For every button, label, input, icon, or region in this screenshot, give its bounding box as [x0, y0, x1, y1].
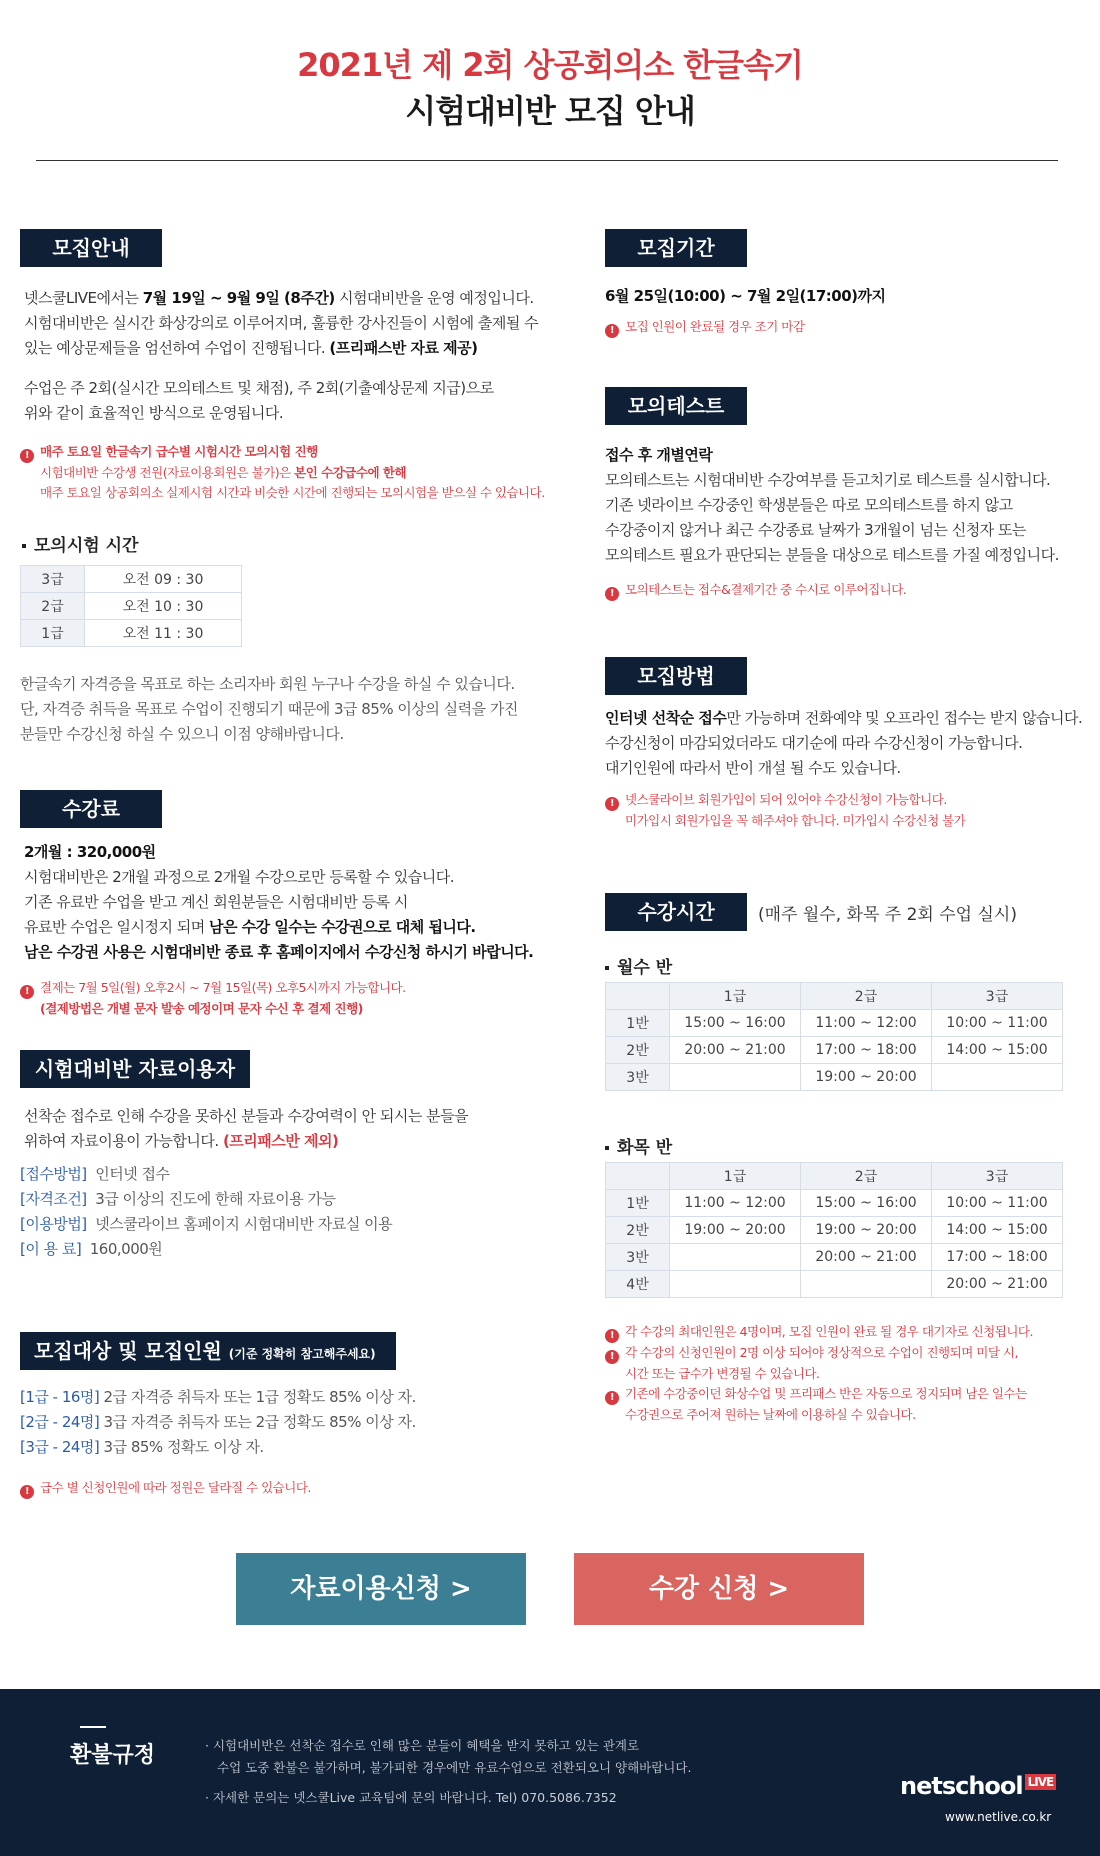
tt-class-title: 화목 반: [605, 1133, 672, 1158]
section-heading-recruit-info: 모집안내: [20, 229, 162, 267]
method-note: ! 넷스쿨라이브 회원가입이 되어 있어야 수강신청이 가능합니다. 미가입시 회원가입을 꼭 해주셔야 합니다. 미가입시 수강신청 불가: [605, 790, 965, 831]
table-row: 3급 오전 09 : 30: [21, 566, 242, 593]
section-heading-fee: 수강료: [20, 790, 162, 828]
exclamation-icon: !: [605, 1391, 619, 1405]
section-heading-mock-test: 모의테스트: [605, 387, 747, 425]
mw-class-title: 월수 반: [605, 953, 672, 978]
recruit-info-line1: 넷스쿨LIVE에서는 7월 19일 ~ 9월 9일 (8주간) 시험대비반을 운영 예정입니다.: [24, 289, 534, 307]
footer-url: www.netlive.co.kr: [945, 1810, 1052, 1824]
table-row: 1급 오전 11 : 30: [21, 620, 242, 647]
material-apply-button[interactable]: 자료이용신청 >: [236, 1553, 526, 1625]
recruit-info-line3: 있는 예상문제들을 엄선하여 수업이 진행됩니다. (프리패스반 자료 제공): [24, 339, 478, 357]
recruit-info-note: ! 매주 토요일 한글속기 급수별 시험시간 모의시험 진행 시험대비반 수강생 전원(자료이용회원은 불가)은 본인 수강급수에 한해 매주 토요일 상공회의소 실제시험 시간과 비슷한 시간에 진행되는 모의시험을 받으실 수 있습니다.: [20, 442, 545, 503]
list-item: [2급 - 24명] 3급 자격증 취득자 또는 2급 정확도 85% 이상 자.: [20, 1413, 416, 1431]
period-text: 6월 25일(10:00) ~ 7월 2일(17:00)까지: [605, 287, 886, 305]
class-time-notes: ! 각 수강의 최대인원은 4명이며, 모집 인원이 완료 될 경우 대기자로 신청됩니다. ! 각 수강의 신청인원이 2명 이상 되어야 정상적으로 수업이 진행되며 미달 시, 시간 또는 급수가 변경될 수 있습니다. ! 기존에 수강중이던 화상수업 및 프리패스 반은 자동으로 정지되며 남은 일수는 수강권으로 주어져 원하는 날짜에 이용하실 수 있습니다.: [605, 1322, 1033, 1425]
table-row: 1반 11:00 ~ 12:00 15:00 ~ 16:00 10:00 ~ 11:00: [606, 1190, 1063, 1217]
recruit-info-line2: 시험대비반은 실시간 화상강의로 이루어지며, 훌륭한 강사진들이 시험에 출제될 수: [24, 314, 539, 332]
table-row: 4반 20:00 ~ 21:00: [606, 1271, 1063, 1298]
exclamation-icon: !: [605, 1350, 619, 1364]
method-body: 인터넷 선착순 접수만 가능하며 전화예약 및 오프라인 접수는 받지 않습니다. 수강신청이 마감되었더라도 대기순에 따라 수강신청이 가능합니다. 대기인원에 따라서 반이 개설 될 수도 있습니다.: [605, 709, 1083, 777]
footer-title-line: [80, 1726, 106, 1728]
table-header-row: 1급 2급 3급: [606, 1163, 1063, 1190]
table-row: 1반 15:00 ~ 16:00 11:00 ~ 12:00 10:00 ~ 11:00: [606, 1010, 1063, 1037]
exclamation-icon: !: [20, 1485, 34, 1499]
class-time-note: (매주 월수, 화목 주 2회 수업 실시): [758, 905, 1017, 925]
table-row: 2급 오전 10 : 30: [21, 593, 242, 620]
tt-class-table: [605, 1162, 1063, 1298]
table-row: 3반 20:00 ~ 21:00 17:00 ~ 18:00: [606, 1244, 1063, 1271]
list-item: [자격조건] 3급 이상의 진도에 한해 자료이용 가능: [20, 1190, 336, 1208]
mock-time-desc: 한글속기 자격증을 목표로 하는 소리자바 회원 누구나 수강을 하실 수 있습니다. 단, 자격증 취득을 목표로 수업이 진행되기 때문에 3급 85% 이상의 실력을 가진 분들만 수강신청 하실 수 있으니 이점 양해바랍니다.: [20, 675, 518, 743]
section-heading-material-user: 시험대비반 자료이용자: [20, 1050, 250, 1088]
material-user-body: 선착순 접수로 인해 수강을 못하신 분들과 수강여력이 안 되시는 분들을 위하여 자료이용이 가능합니다. (프리패스반 제외): [24, 1107, 469, 1150]
table-row: 2반 19:00 ~ 20:00 19:00 ~ 20:00 14:00 ~ 15:00: [606, 1217, 1063, 1244]
mock-test-note: ! 모의테스트는 접수&결제기간 중 수시로 이루어집니다.: [605, 580, 906, 601]
mock-time-table: [20, 565, 242, 647]
exclamation-icon: !: [20, 449, 34, 463]
list-item: [이용방법] 넷스쿨라이브 홈페이지 시험대비반 자료실 이용: [20, 1215, 393, 1233]
list-item: [3급 - 24명] 3급 85% 정확도 이상 자.: [20, 1438, 264, 1456]
table-header-row: 1급 2급 3급: [606, 983, 1063, 1010]
material-user-list: [20, 1162, 392, 1262]
section-heading-target: 모집대상 및 모집인원 (기준 정확히 참고해주세요): [20, 1332, 396, 1370]
target-note: ! 급수 별 신청인원에 따라 정원은 달라질 수 있습니다.: [20, 1478, 311, 1499]
section-heading-method: 모집방법: [605, 657, 747, 695]
mw-class-table: [605, 982, 1063, 1091]
recruit-info-body: [24, 286, 538, 426]
netschool-logo: netschool LIVE: [900, 1772, 1056, 1800]
title-divider: [36, 160, 1058, 161]
list-item: [접수방법] 인터넷 접수: [20, 1165, 170, 1183]
exclamation-icon: !: [20, 985, 34, 999]
list-item: [이 용 료] 160,000원: [20, 1240, 163, 1258]
section-heading-period: 모집기간: [605, 229, 747, 267]
exclamation-icon: !: [605, 587, 619, 601]
page-title-line1: 2021년 제 2회 상공회의소 한글속기: [297, 46, 803, 84]
fee-note: ! 결제는 7월 5일(월) 오후2시 ~ 7월 15일(목) 오후5시까지 가능합니다. (결제방법은 개별 문자 발송 예정이며 문자 수신 후 결제 진행): [20, 978, 406, 1019]
period-note: ! 모집 인원이 완료될 경우 조기 마감: [605, 317, 804, 338]
page-title-line2: 시험대비반 모집 안내: [405, 92, 695, 130]
list-item: [1급 - 16명] 2급 자격증 취득자 또는 1급 정확도 85% 이상 자.: [20, 1388, 416, 1406]
target-list: [20, 1385, 416, 1460]
section-heading-class-time: 수강시간: [605, 893, 747, 931]
table-row: 2반 20:00 ~ 21:00 17:00 ~ 18:00 14:00 ~ 15:00: [606, 1037, 1063, 1064]
exclamation-icon: !: [605, 1329, 619, 1343]
recruit-info-line5: 위와 같이 효율적인 방식으로 운영됩니다.: [24, 404, 284, 422]
exclamation-icon: !: [605, 324, 619, 338]
table-row: 3반 19:00 ~ 20:00: [606, 1064, 1063, 1091]
footer-text: · 시험대비반은 선착순 접수로 인해 많은 분들이 혜택을 받지 못하고 있는 관계로 수업 도중 환불은 불가하며, 불가피한 경우에만 유료수업으로 전환되오니 양해바랍니다. · 자세한 문의는 넷스쿨Live 교육팀에 문의 바랍니다. Tel) 070.5086.7352: [205, 1738, 692, 1805]
recruit-info-line4: 수업은 주 2회(실시간 모의테스트 및 채점), 주 2회(기출예상문제 지급)으로: [24, 379, 494, 397]
mock-test-body: 접수 후 개별연락 모의테스트는 시험대비반 수강여부를 듣고치기로 테스트를 실시합니다. 기존 넷라이브 수강중인 학생분들은 따로 모의테스트를 하지 않고 수강중이지 않거나 최근 수강종료 날짜가 3개월이 넘는 신청자 또는 모의테스트 필요가 판단되는 분들을 대상으로 테스트를 가질 예정입니다.: [605, 446, 1059, 564]
enroll-button[interactable]: 수강 신청 >: [574, 1553, 864, 1625]
exclamation-icon: !: [605, 797, 619, 811]
footer-title: 환불규정: [70, 1743, 156, 1768]
fee-body: 2개월 : 320,000원 시험대비반은 2개월 과정으로 2개월 수강으로만 등록할 수 있습니다. 기존 유료반 수업을 받고 계신 회원분들은 시험대비반 등록 시 유료반 수업은 일시정지 되며 남은 수강 일수는 수강권으로 대체 됩니다. 남은 수강권 사용은 시험대비반 종료 후 홈페이지에서 수강신청 하시기 바랍니다.: [24, 843, 534, 961]
mock-time-title: 모의시험 시간: [22, 531, 138, 556]
fee-price: 2개월 : 320,000원: [24, 843, 156, 861]
